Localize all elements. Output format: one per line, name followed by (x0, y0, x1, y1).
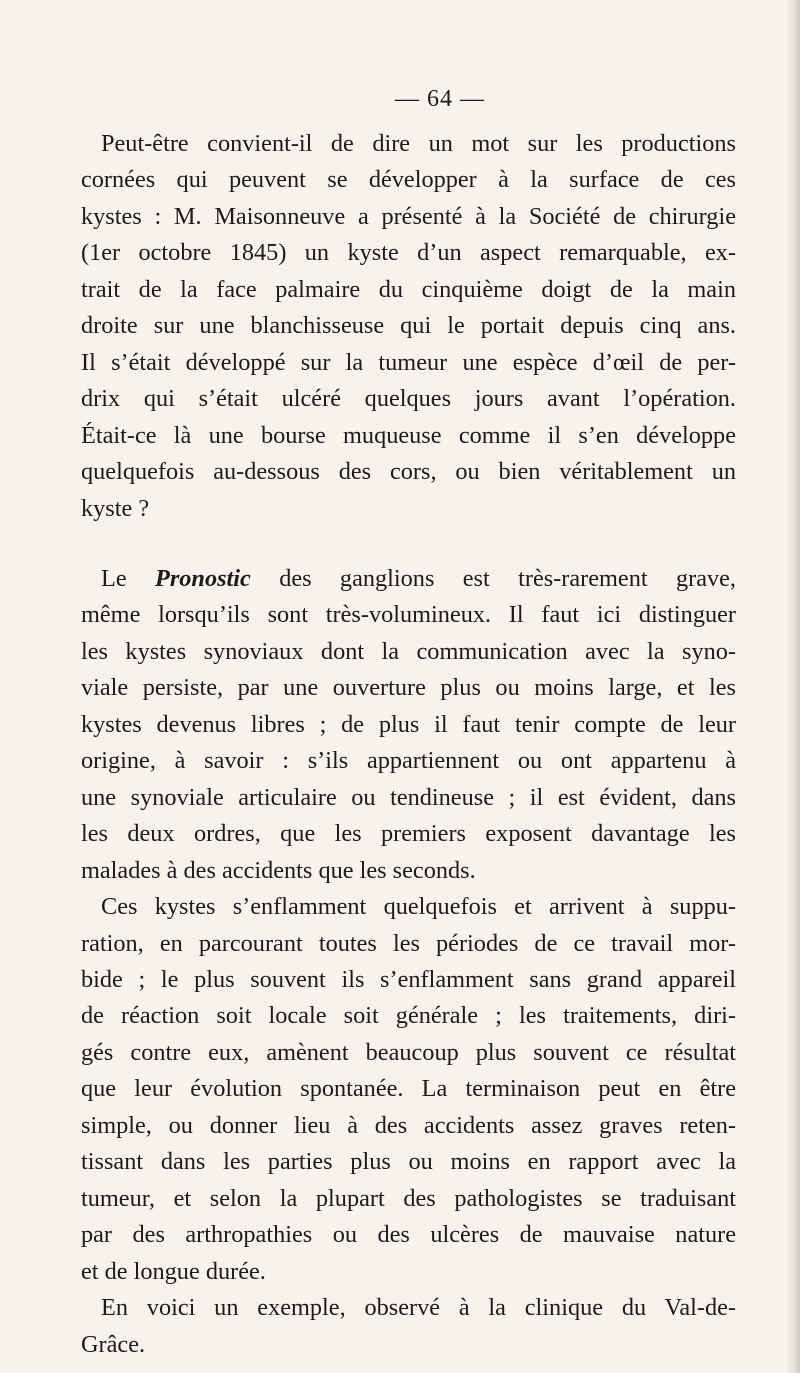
paragraph-inflammation (81, 889, 736, 1290)
text-line: viale persiste, par une ouverture plus ou moins large, et les (81, 674, 736, 702)
body-text (81, 126, 736, 1363)
text-line: tissant dans les parties plus ou moins en rapport avec la (81, 1148, 736, 1176)
text-line: par des arthropathies ou des ulcères de mauvaise nature (81, 1221, 736, 1249)
text-line: bide ; le plus souvent ils s’enflamment sans grand appareil (81, 965, 736, 993)
text-line: kystes : M. Maisonneuve a présenté à la Société de chirurgie (81, 202, 736, 230)
paragraph-pronostic (81, 561, 736, 889)
text-line: cornées qui peuvent se développer à la surface de ces (81, 166, 736, 194)
text-line: Grâce. (81, 1330, 146, 1358)
text-line: et de longue durée. (81, 1257, 266, 1285)
text-line: Peut-être convient-il de dire un mot sur les productions (101, 130, 736, 157)
text-line: kystes devenus libres ; de plus il faut tenir compte de leur (81, 710, 736, 738)
text-line: quelquefois au-dessous des cors, ou bien véritablement un (81, 458, 736, 486)
text-line: trait de la face palmaire du cinquième doigt de la main (81, 275, 736, 303)
text-line: une synoviale articulaire ou tendineuse ; il est évident, dans (81, 783, 736, 811)
text-line: droite sur une blanchisseuse qui le portait depuis cinq ans. (81, 312, 736, 340)
text-line: En voici un exemple, observé à la clinique du Val-de- (101, 1294, 736, 1322)
text-line: Le Pronostic des ganglions est très-rarement grave, (101, 564, 736, 592)
text-line: origine, à savoir : s’ils appartiennent ou ont appartenu à (81, 747, 736, 775)
text-line: ration, en parcourant toutes les périodes de ce travail mor- (81, 929, 736, 957)
paragraph-cornes (81, 126, 736, 527)
text-line: les deux ordres, que les premiers exposent davantage les (81, 820, 736, 848)
paragraph-gap (81, 527, 736, 561)
text-line: que leur évolution spontanée. La terminaison peut en être (81, 1075, 736, 1103)
text-line: de réaction soit locale soit générale ; les traitements, diri- (81, 1002, 736, 1030)
text-line: les kystes synoviaux dont la communication avec la syno- (81, 637, 736, 665)
paragraph-exemple (81, 1290, 736, 1363)
text-line: même lorsqu’ils sont très-volumineux. Il faut ici distinguer (81, 601, 736, 629)
text-line: tumeur, et selon la plupart des pathologistes se traduisant (81, 1184, 736, 1212)
text-line: Était-ce là une bourse muqueuse comme il s’en développe (81, 421, 736, 449)
page-number: — 64 — (395, 86, 485, 112)
text-line: gés contre eux, amènent beaucoup plus souvent ce résultat (81, 1038, 736, 1066)
text-line: (1er octobre 1845) un kyste d’un aspect remarquable, ex- (81, 239, 736, 267)
text-line: Il s’était développé sur la tumeur une espèce d’œil de per- (81, 348, 736, 376)
text-line: simple, ou donner lieu à des accidents assez graves reten- (81, 1111, 736, 1139)
text-line: drix qui s’était ulcéré quelques jours avant l’opération. (81, 385, 736, 413)
page-edge-shadow (786, 0, 800, 1373)
text-line: kyste ? (81, 494, 150, 522)
text-line: malades à des accidents que les seconds. (81, 856, 476, 884)
text-line: Ces kystes s’enflamment quelquefois et arrivent à suppu- (101, 893, 736, 921)
